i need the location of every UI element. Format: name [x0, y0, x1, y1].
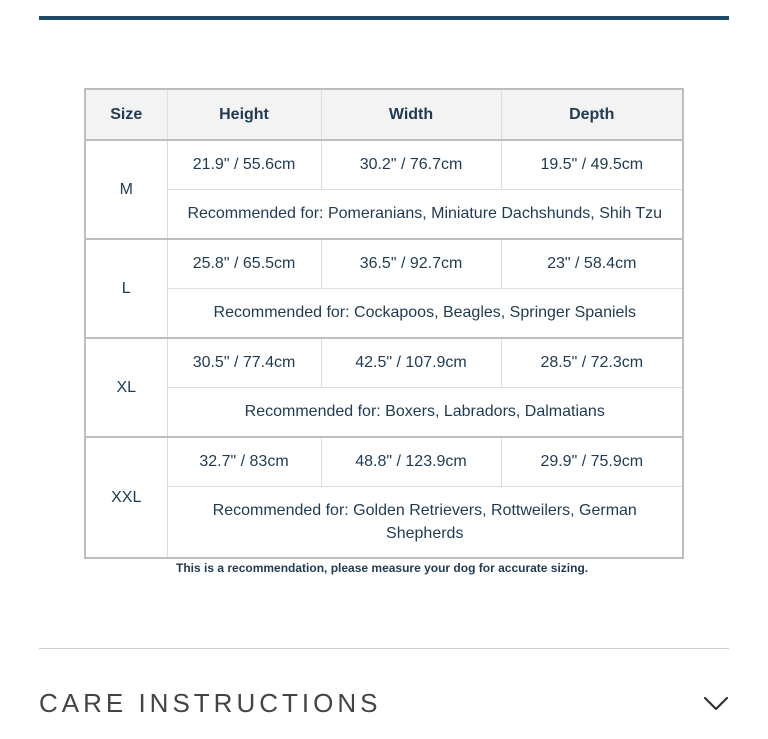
size-guide-table: [84, 88, 684, 559]
table-row: [85, 487, 683, 559]
table-row: [85, 140, 683, 190]
depth-value: 29.9" / 75.9cm: [501, 437, 683, 487]
header-depth: Depth: [501, 89, 683, 140]
height-value: 32.7" / 83cm: [167, 437, 321, 487]
top-divider: [39, 16, 729, 20]
recommendation-text: Recommended for: Pomeranians, Miniature Dachshunds, Shih Tzu: [167, 190, 683, 240]
section-divider: [39, 648, 729, 649]
recommendation-text: Recommended for: Golden Retrievers, Rottweilers, German Shepherds: [167, 487, 683, 559]
width-value: 48.8" / 123.9cm: [321, 437, 501, 487]
table-header-row: [85, 89, 683, 140]
recommendation-text: Recommended for: Cockapoos, Beagles, Springer Spaniels: [167, 289, 683, 339]
width-value: 36.5" / 92.7cm: [321, 239, 501, 289]
recommendation-text: Recommended for: Boxers, Labradors, Dalmatians: [167, 388, 683, 438]
header-width: Width: [321, 89, 501, 140]
size-label: XL: [85, 338, 167, 437]
size-label: L: [85, 239, 167, 338]
depth-value: 28.5" / 72.3cm: [501, 338, 683, 388]
size-label: M: [85, 140, 167, 239]
sizing-disclaimer: This is a recommendation, please measure your dog for accurate sizing.: [176, 561, 589, 575]
height-value: 21.9" / 55.6cm: [167, 140, 321, 190]
header-height: Height: [167, 89, 321, 140]
table-row: [85, 437, 683, 487]
table-row: [85, 239, 683, 289]
table-row: [85, 289, 683, 339]
size-label: XXL: [85, 437, 167, 558]
depth-value: 23" / 58.4cm: [501, 239, 683, 289]
care-instructions-heading[interactable]: CARE INSTRUCTIONS: [39, 688, 382, 718]
width-value: 30.2" / 76.7cm: [321, 140, 501, 190]
depth-value: 19.5" / 49.5cm: [501, 140, 683, 190]
height-value: 30.5" / 77.4cm: [167, 338, 321, 388]
table-row: [85, 388, 683, 438]
header-size: Size: [85, 89, 167, 140]
height-value: 25.8" / 65.5cm: [167, 239, 321, 289]
table-row: [85, 190, 683, 240]
width-value: 42.5" / 107.9cm: [321, 338, 501, 388]
chevron-down-icon[interactable]: [704, 696, 728, 712]
table-row: [85, 338, 683, 388]
